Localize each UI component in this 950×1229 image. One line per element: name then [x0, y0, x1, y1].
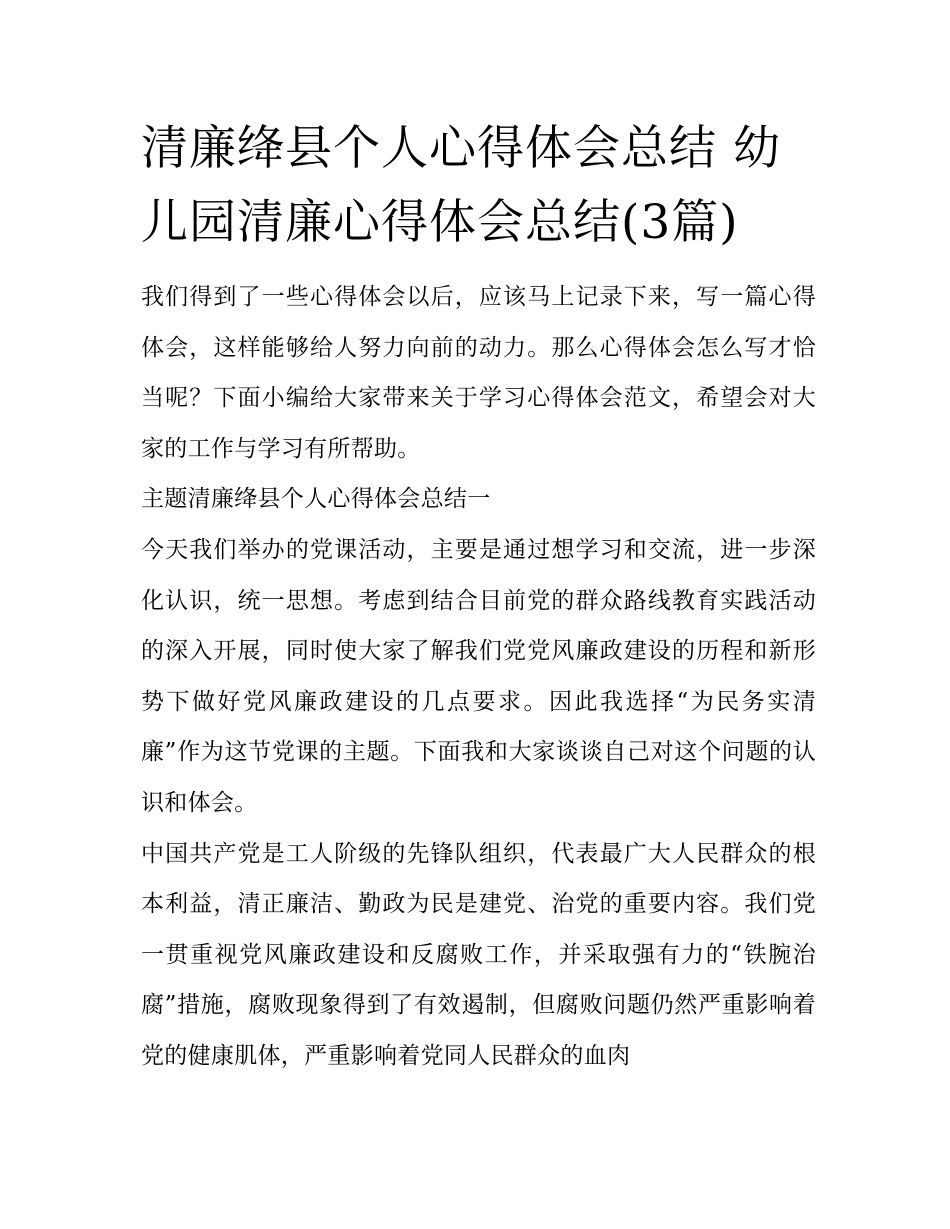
intro-paragraph: 我们得到了一些心得体会以后，应该马上记录下来，写一篇心得体会，这样能够给人努力向前的动力。那么心得体会怎么写才恰当呢？下面小编给大家带来关于学习心得体会范文，希望会对大家的工作与学习有所帮助。 [141, 284, 816, 462]
section-heading: 主题清廉绛县个人心得体会总结一 [141, 486, 491, 513]
document-body [141, 112, 816, 1082]
body-paragraph: 中国共产党是工人阶级的先锋队组织，代表最广大人民群众的根本利益，清正廉洁、勤政为民是建党、治党的重要内容。我们党一贯重视党风廉政建设和反腐败工作，并采取强有力的“铁腕治腐”措施，腐败现象得到了有效遏制，但腐败问题仍然严重影响着党的健康肌体，严重影响着党同人民群众的血肉 [141, 840, 816, 1069]
body-paragraph: 今天我们举办的党课活动，主要是通过想学习和交流，进一步深化认识，统一思想。考虑到结合目前党的群众路线教育实践活动的深入开展，同时使大家了解我们党党风廉政建设的历程和新形势下做好党风廉政建设的几点要求。因此我选择“为民务实清廉”作为这节党课的主题。下面我和大家谈谈自己对这个问题的认识和体会。 [141, 536, 816, 816]
document-title: 清廉绛县个人心得体会总结 幼儿园清廉心得体会总结(3篇) [141, 121, 781, 250]
